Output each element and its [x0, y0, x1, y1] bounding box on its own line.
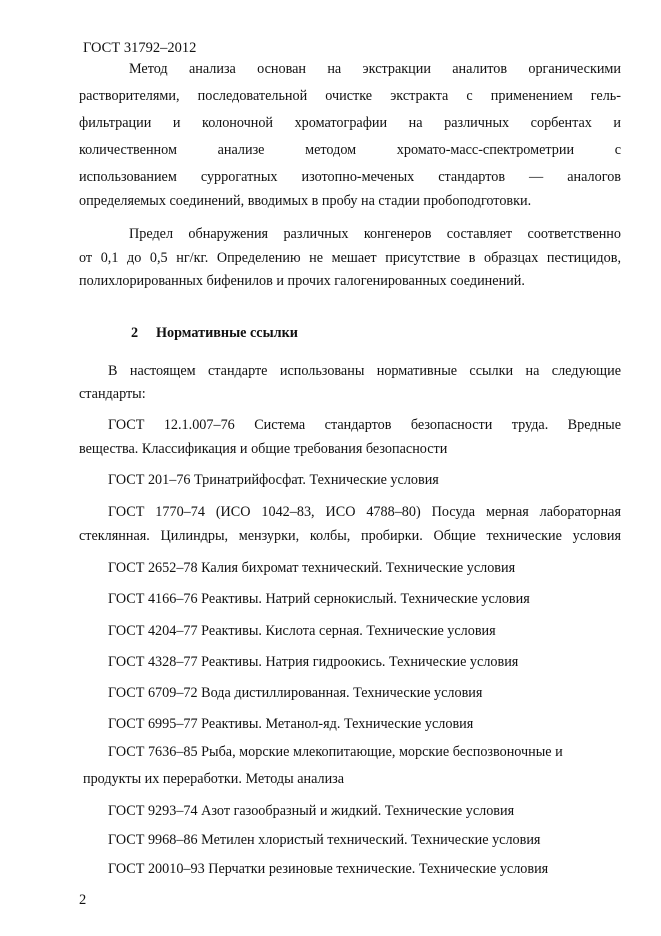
ref-gost-6995: ГОСТ 6995–77 Реактивы. Метанол-яд. Технические условия — [108, 716, 474, 732]
ref-gost-9968: ГОСТ 9968–86 Метилен хлористый технический. Технические условия — [108, 832, 541, 848]
method-line-2: растворителями, последовательной очистке экстракта с применением гель- — [79, 88, 621, 104]
limit-line-2: от 0,1 до 0,5 нг/кг. Определению не мешает присутствие в образцах пестицидов, — [79, 250, 621, 266]
ref-gost-9293: ГОСТ 9293–74 Азот газообразный и жидкий. Технические условия — [108, 803, 515, 819]
ref-gost-7636-line-2: продукты их переработки. Методы анализа — [83, 771, 345, 787]
limit-line-1: Предел обнаружения различных конгенеров составляет соответственно — [129, 226, 621, 242]
section-intro-line-1: В настоящем стандарте использованы нормативные ссылки на следующие — [108, 363, 621, 379]
page-number: 2 — [79, 892, 87, 908]
ref-gost-4204: ГОСТ 4204–77 Реактивы. Кислота серная. Технические условия — [108, 623, 496, 639]
ref-gost-201: ГОСТ 201–76 Тринатрийфосфат. Технические условия — [108, 472, 439, 488]
method-line-1: Метод анализа основан на экстракции аналитов органическими — [129, 61, 621, 77]
ref-gost-12-1-007-line-2: вещества. Классификация и общие требования безопасности — [79, 441, 448, 457]
method-line-4: количественном анализе методом хромато-масс-спектрометрии с — [79, 142, 621, 158]
limit-line-3: полихлорированных бифенилов и прочих галогенированных соединений. — [79, 273, 525, 289]
ref-gost-6709: ГОСТ 6709–72 Вода дистиллированная. Технические условия — [108, 685, 483, 701]
ref-gost-4328: ГОСТ 4328–77 Реактивы. Натрия гидроокись. Технические условия — [108, 654, 519, 670]
section-intro-line-2: стандарты: — [79, 386, 146, 402]
ref-gost-20010: ГОСТ 20010–93 Перчатки резиновые технические. Технические условия — [108, 861, 549, 877]
method-line-5: использованием суррогатных изотопно-меченых стандартов — аналогов — [79, 169, 621, 185]
page-header-title: ГОСТ 31792–2012 — [83, 40, 197, 56]
method-line-6: определяемых соединений, вводимых в пробу на стадии пробоподготовки. — [79, 193, 532, 209]
method-line-3: фильтрации и колоночной хроматографии на различных сорбентах и — [79, 115, 621, 131]
ref-gost-1770-line-2: стеклянная. Цилиндры, мензурки, колбы, пробирки. Общие технические условия — [79, 528, 621, 544]
ref-gost-12-1-007-line-1: ГОСТ 12.1.007–76 Система стандартов безопасности труда. Вредные — [108, 417, 621, 433]
section-title: Нормативные ссылки — [156, 325, 298, 341]
ref-gost-1770-line-1: ГОСТ 1770–74 (ИСО 1042–83, ИСО 4788–80) Посуда мерная лабораторная — [108, 504, 621, 520]
section-number: 2 — [131, 325, 139, 341]
ref-gost-2652: ГОСТ 2652–78 Калия бихромат технический. Технические условия — [108, 560, 516, 576]
ref-gost-7636-line-1: ГОСТ 7636–85 Рыба, морские млекопитающие, морские беспозвоночные и — [108, 744, 563, 760]
ref-gost-4166: ГОСТ 4166–76 Реактивы. Натрий сернокислый. Технические условия — [108, 591, 530, 607]
